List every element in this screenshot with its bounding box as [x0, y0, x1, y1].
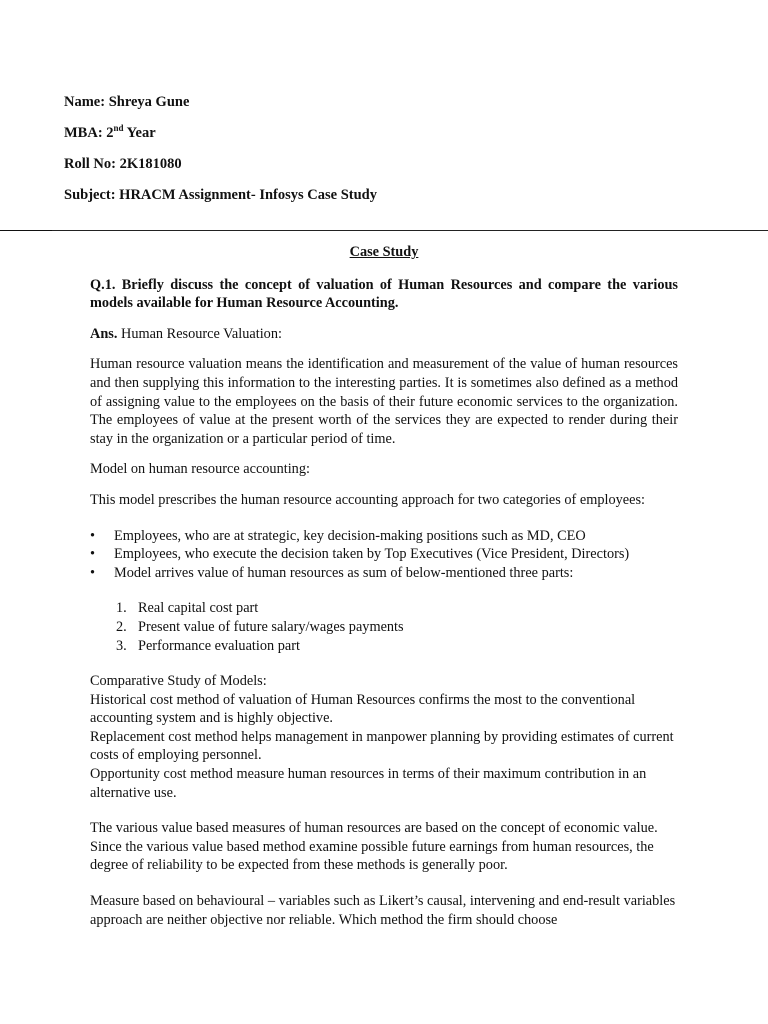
comparative-heading: Comparative Study of Models: [90, 673, 267, 690]
parts-numbered-list [90, 599, 678, 655]
roll-number: Roll No: 2K181080 [64, 156, 182, 172]
list-item [90, 545, 678, 564]
model-heading: Model on human resource accounting: [90, 461, 310, 478]
student-name: Name: Shreya Gune [64, 94, 190, 110]
list-number: 2. [116, 618, 127, 635]
answer-heading: Human Resource Valuation: [117, 325, 282, 342]
mba-year-ordinal: nd [113, 123, 124, 134]
comparative-historical: Historical cost method of valuation of Human Resources confirms the most to the conventional accounting system and is highly objective. [90, 691, 636, 727]
answer-label: Ans. [90, 325, 118, 342]
list-item [90, 564, 678, 583]
subject-line: Subject: HRACM Assignment- Infosys Case Study [64, 187, 377, 203]
bullet-icon: • [90, 546, 96, 563]
mba-year-prefix: MBA: 2 [64, 125, 114, 141]
list-item [90, 527, 678, 546]
value-based-paragraph: The various value based measures of human resources are based on the concept of economic value. Since the various value based method examine possible future earnings from human resources, the degree of reliability to be expected from these methods is generally poor. [90, 820, 658, 874]
comparative-replacement: Replacement cost method helps management in manpower planning by providing estimates of current costs of employing personnel. [90, 728, 674, 764]
valuation-paragraph: Human resource valuation means the identification and measurement of the value of human resources and then supplying this information to the interesting parties. It is sometimes also defined as a method of assigning value to the employees on the basis of their future economic services to the organization. The employees of value at the present worth of the services they are expected to render during their stay in the organization or a particular period of time. [90, 356, 678, 447]
question-1: Q.1. Briefly discuss the concept of valuation of Human Resources and compare the various models available for Human Resource Accounting. [90, 276, 678, 312]
behavioural-paragraph: Measure based on behavioural – variables such as Likert’s causal, intervening and end-result variables approach are neither objective nor reliable. Which method the firm should choose [90, 893, 676, 928]
bullet-icon: • [90, 527, 96, 544]
answer-intro [90, 325, 678, 344]
horizontal-divider [0, 230, 768, 231]
mba-year [64, 124, 156, 142]
list-number: 3. [116, 637, 127, 654]
case-study-title: Case Study [349, 244, 419, 260]
list-number: 1. [116, 600, 127, 617]
list-item-text: Performance evaluation part [138, 637, 300, 654]
document-body [90, 243, 678, 929]
model-intro: This model prescribes the human resource accounting approach for two categories of employees: [90, 491, 645, 508]
mba-year-suffix: Year [123, 125, 156, 141]
list-item-text: Employees, who are at strategic, key decision-making positions such as MD, CEO [114, 527, 586, 544]
list-item-text: Model arrives value of human resources as sum of below-mentioned three parts: [114, 564, 574, 581]
bullet-icon: • [90, 564, 96, 581]
list-item [90, 618, 678, 637]
comparative-opportunity: Opportunity cost method measure human resources in terms of their maximum contribution in an alternative use. [90, 766, 647, 801]
list-item-text: Real capital cost part [138, 600, 259, 617]
list-item [90, 637, 678, 656]
list-item [90, 599, 678, 618]
list-item-text: Employees, who execute the decision taken by Top Executives (Vice President, Directors) [114, 546, 630, 563]
employee-bullet-list [90, 527, 678, 583]
list-item-text: Present value of future salary/wages payments [138, 618, 404, 635]
